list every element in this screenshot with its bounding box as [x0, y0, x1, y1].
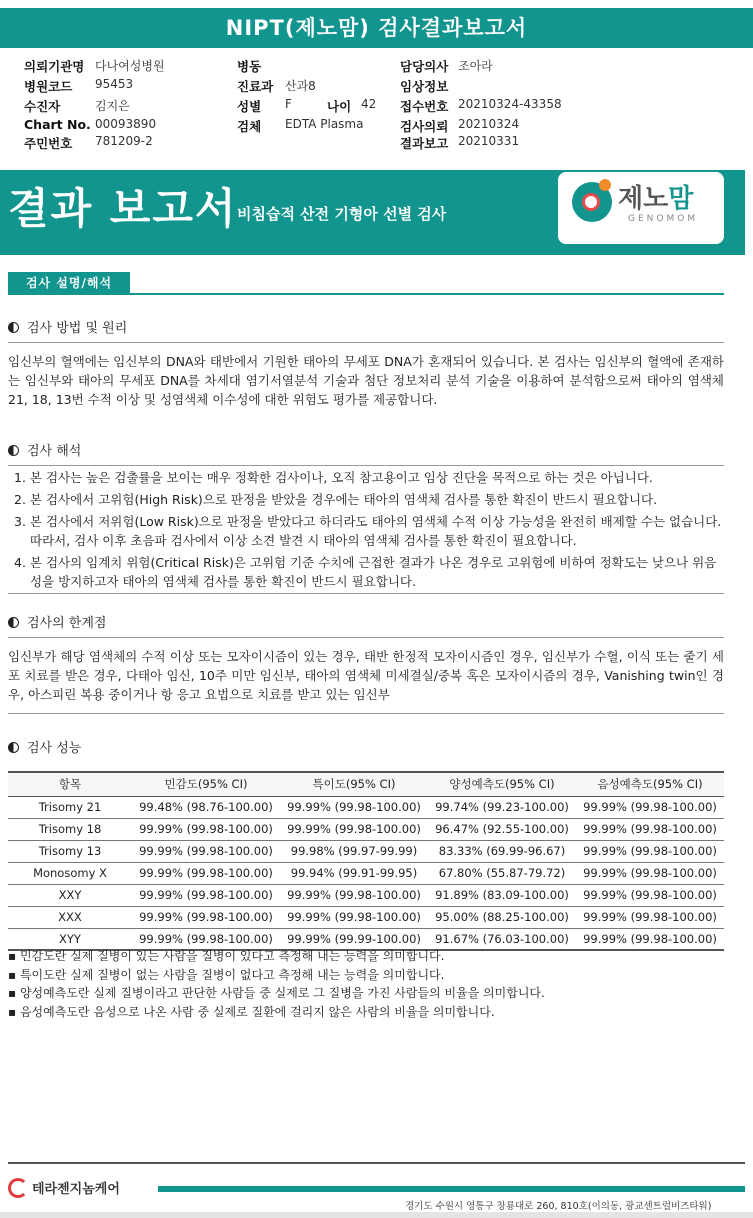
info-label: 접수번호 — [400, 99, 449, 114]
banner-title: 결과 보고서 — [8, 184, 238, 233]
table-cell: 99.99% (99.98-100.00) — [280, 884, 428, 906]
table-cell: XXX — [8, 906, 132, 928]
info-label: 병동 — [237, 59, 262, 74]
table-row — [8, 840, 724, 862]
note-item: ▪ 음성예측도란 음성으로 나온 사람 중 실제로 질환에 걸리지 않은 사람의 비율을 의미합니다. — [8, 1003, 724, 1022]
table-cell: 99.99% (99.98-100.00) — [280, 906, 428, 928]
footer-address: 경기도 수원시 영통구 창룡대로 260, 810호(이의동, 광교센트럴비즈타워) — [405, 1201, 712, 1212]
table-cell: 99.99% (99.98-100.00) — [576, 928, 724, 950]
note-item: ▪ 민감도란 실제 질병이 있는 사람을 질병이 있다고 측정해 내는 능력을 의미합니다. — [8, 947, 724, 966]
interpretation-list — [14, 468, 724, 594]
table-cell: 91.89% (83.09-100.00) — [428, 884, 576, 906]
interpretation-heading: 검사 해석 — [8, 440, 81, 459]
info-value: 20210324-43358 — [458, 97, 562, 111]
footer-bar — [158, 1186, 745, 1192]
table-cell: Trisomy 13 — [8, 840, 132, 862]
info-label: 주민번호 — [24, 136, 73, 151]
divider — [8, 593, 724, 594]
table-cell: 95.00% (88.25-100.00) — [428, 906, 576, 928]
table-row — [8, 818, 724, 840]
limits-heading: 검사의 한계점 — [8, 612, 106, 631]
info-value: 김지은 — [95, 99, 130, 113]
half-circle-icon — [8, 322, 19, 333]
table-cell: 99.94% (99.91-99.95) — [280, 862, 428, 884]
result-banner — [0, 170, 745, 255]
genomom-logo — [558, 172, 724, 244]
table-cell: 83.33% (69.99-96.67) — [428, 840, 576, 862]
table-cell: 96.47% (92.55-100.00) — [428, 818, 576, 840]
logo-emblem-icon — [572, 182, 612, 222]
info-label: 성별 — [237, 99, 262, 114]
column-header: 음성예측도(95% CI) — [576, 772, 724, 796]
half-circle-icon — [8, 617, 19, 628]
list-item: 4. 본 검사의 임계치 위험(Critical Risk)은 고위험 기준 수치에 근접한 결과가 나온 경우로 고위험에 비하여 정확도는 낮으나 위음성을 방지하고자 태아의 염색체 검사를 통한 확진이 반드시 필요합니다. — [14, 555, 717, 589]
info-value: 다나여성병원 — [95, 59, 165, 73]
column-header: 항목 — [8, 772, 132, 796]
table-cell: 99.99% (99.98-100.00) — [576, 862, 724, 884]
table-cell: 99.99% (99.98-100.00) — [576, 884, 724, 906]
column-header: 양성예측도(95% CI) — [428, 772, 576, 796]
info-label: 결과보고 — [400, 136, 449, 151]
table-row — [8, 884, 724, 906]
table-row — [8, 796, 724, 818]
column-header: 민감도(95% CI) — [132, 772, 280, 796]
table-cell: 91.67% (76.03-100.00) — [428, 928, 576, 950]
divider — [8, 637, 724, 638]
table-cell: 99.99% (99.98-100.00) — [132, 906, 280, 928]
table-cell: 99.99% (99.98-100.00) — [132, 840, 280, 862]
divider — [8, 465, 724, 466]
divider — [8, 342, 724, 343]
list-item: 2. 본 검사에서 고위험(High Risk)으로 판정을 받았을 경우에는 태아의 염색체 검사를 통한 확진이 반드시 필요합니다. — [14, 492, 658, 507]
table-cell: 99.99% (99.98-100.00) — [132, 862, 280, 884]
logo-name: 제노맘 — [618, 184, 694, 214]
footer-company-logo: 테라젠지놈케어 — [8, 1178, 120, 1198]
info-value: F — [285, 97, 292, 111]
performance-table — [8, 771, 724, 951]
info-label: 수진자 — [24, 99, 61, 114]
table-cell: XYY — [8, 928, 132, 950]
half-circle-icon — [8, 742, 19, 753]
table-cell: 99.99% (99.98-100.00) — [576, 818, 724, 840]
half-circle-icon — [8, 445, 19, 456]
table-cell: 99.99% (99.98-100.00) — [132, 818, 280, 840]
info-label: 검사의뢰 — [400, 119, 449, 134]
info-value: EDTA Plasma — [285, 117, 364, 131]
section-tab: 검사 설명/해석 — [8, 272, 130, 294]
info-value: 20210331 — [458, 134, 520, 148]
limits-text: 임신부가 해당 염색체의 수적 이상 또는 모자이시즘이 있는 경우, 태반 한정적 모자이시즘인 경우, 임신부가 수혈, 이식 또는 줄기 세포 치료를 받은 경우, 다태아 임신, 10주 미만 임신부, 태아의 염색체 미세결실/중복 혹은 모자이시즘의 경우, Vanishing twin인 경우, 아스피린 복용 중이거나 항 응고 요법으로 치료를 받고 있는 임신부 — [8, 649, 724, 702]
divider — [8, 713, 724, 714]
method-text: 임신부의 혈액에는 임신부의 DNA와 태반에서 기원한 태아의 무세포 DNA가 혼재되어 있습니다. 본 검사는 임신부의 혈액에 존재하는 임신부와 태아의 무세포 DNA를 차세대 염기서열분석 기술과 첨단 정보처리 분석 기술을 이용하여 분석함으로써 태아의 염색체 21, 18, 13번 수적 이상 및 성염색체 이수성에 대한 위험도 평가를 제공합니다. — [8, 354, 724, 407]
info-label: 검체 — [237, 119, 262, 134]
divider — [8, 293, 724, 295]
banner-subtitle: 비침습적 산전 기형아 선별 검사 — [237, 205, 447, 223]
table-cell: 99.99% (99.98-100.00) — [280, 818, 428, 840]
info-label: 진료과 — [237, 79, 274, 94]
table-cell: 99.99% (99.98-100.00) — [576, 840, 724, 862]
table-cell: 99.99% (99.98-100.00) — [280, 796, 428, 818]
performance-notes — [8, 947, 724, 1021]
table-cell: Monosomy X — [8, 862, 132, 884]
company-g-icon — [8, 1178, 28, 1198]
info-value: 조아라 — [458, 59, 493, 73]
info-value: 20210324 — [458, 117, 520, 131]
info-value: 781209-2 — [95, 134, 153, 148]
info-label: 임상정보 — [400, 79, 449, 94]
performance-heading: 검사 성능 — [8, 737, 81, 756]
table-row — [8, 862, 724, 884]
patient-info — [0, 54, 753, 154]
logo-subtext: GENOMOM — [628, 214, 699, 224]
info-label: 나이 — [327, 99, 352, 114]
table-cell: XXY — [8, 884, 132, 906]
method-heading: 검사 방법 및 원리 — [8, 317, 127, 336]
info-value: 42 — [361, 97, 377, 111]
info-label: 의뢰기관명 — [24, 59, 85, 74]
page-edge — [0, 1212, 753, 1218]
table-cell: 99.99% (99.98-100.00) — [132, 928, 280, 950]
info-label: Chart No. — [24, 117, 91, 132]
footer-divider — [8, 1162, 745, 1164]
report-title: NIPT(제노맘) 검사결과보고서 — [0, 8, 753, 48]
table-cell: 99.98% (99.97-99.99) — [280, 840, 428, 862]
table-cell: Trisomy 18 — [8, 818, 132, 840]
table-cell: 99.99% (99.98-100.00) — [576, 796, 724, 818]
table-cell: 99.99% (99.99-100.00) — [280, 928, 428, 950]
note-item: ▪ 양성예측도란 실제 질병이라고 판단한 사람들 중 실제로 그 질병을 가진 사람들의 비율을 의미합니다. — [8, 984, 724, 1003]
info-value: 00093890 — [95, 117, 157, 131]
table-cell: 99.74% (99.23-100.00) — [428, 796, 576, 818]
table-header-row — [8, 772, 724, 796]
note-item: ▪ 특이도란 실제 질병이 없는 사람을 질병이 없다고 측정해 내는 능력을 의미합니다. — [8, 966, 724, 985]
table-cell: 99.48% (98.76-100.00) — [132, 796, 280, 818]
table-row — [8, 906, 724, 928]
table-cell: 67.80% (55.87-79.72) — [428, 862, 576, 884]
info-value: 95453 — [95, 77, 134, 91]
table-cell: 99.99% (99.98-100.00) — [132, 884, 280, 906]
column-header: 특이도(95% CI) — [280, 772, 428, 796]
info-value: 산과8 — [285, 79, 316, 93]
table-cell: Trisomy 21 — [8, 796, 132, 818]
list-item: 1. 본 검사는 높은 검출률을 보이는 매우 정확한 검사이나, 오직 참고용이고 임상 진단을 목적으로 하는 것은 아닙니다. — [14, 470, 653, 485]
list-item: 3. 본 검사에서 저위험(Low Risk)으로 판정을 받았다고 하더라도 태아의 염색체 수적 이상 가능성을 완전히 배제할 수는 없습니다. 따라서, 검사 이후 초음파 검사에서 이상 소견 발견 시 태아의 염색체 검사를 통한 확진이 필요합니다. — [14, 514, 722, 548]
info-label: 병원코드 — [24, 79, 73, 94]
table-cell: 99.99% (99.98-100.00) — [576, 906, 724, 928]
info-label: 담당의사 — [400, 59, 449, 74]
